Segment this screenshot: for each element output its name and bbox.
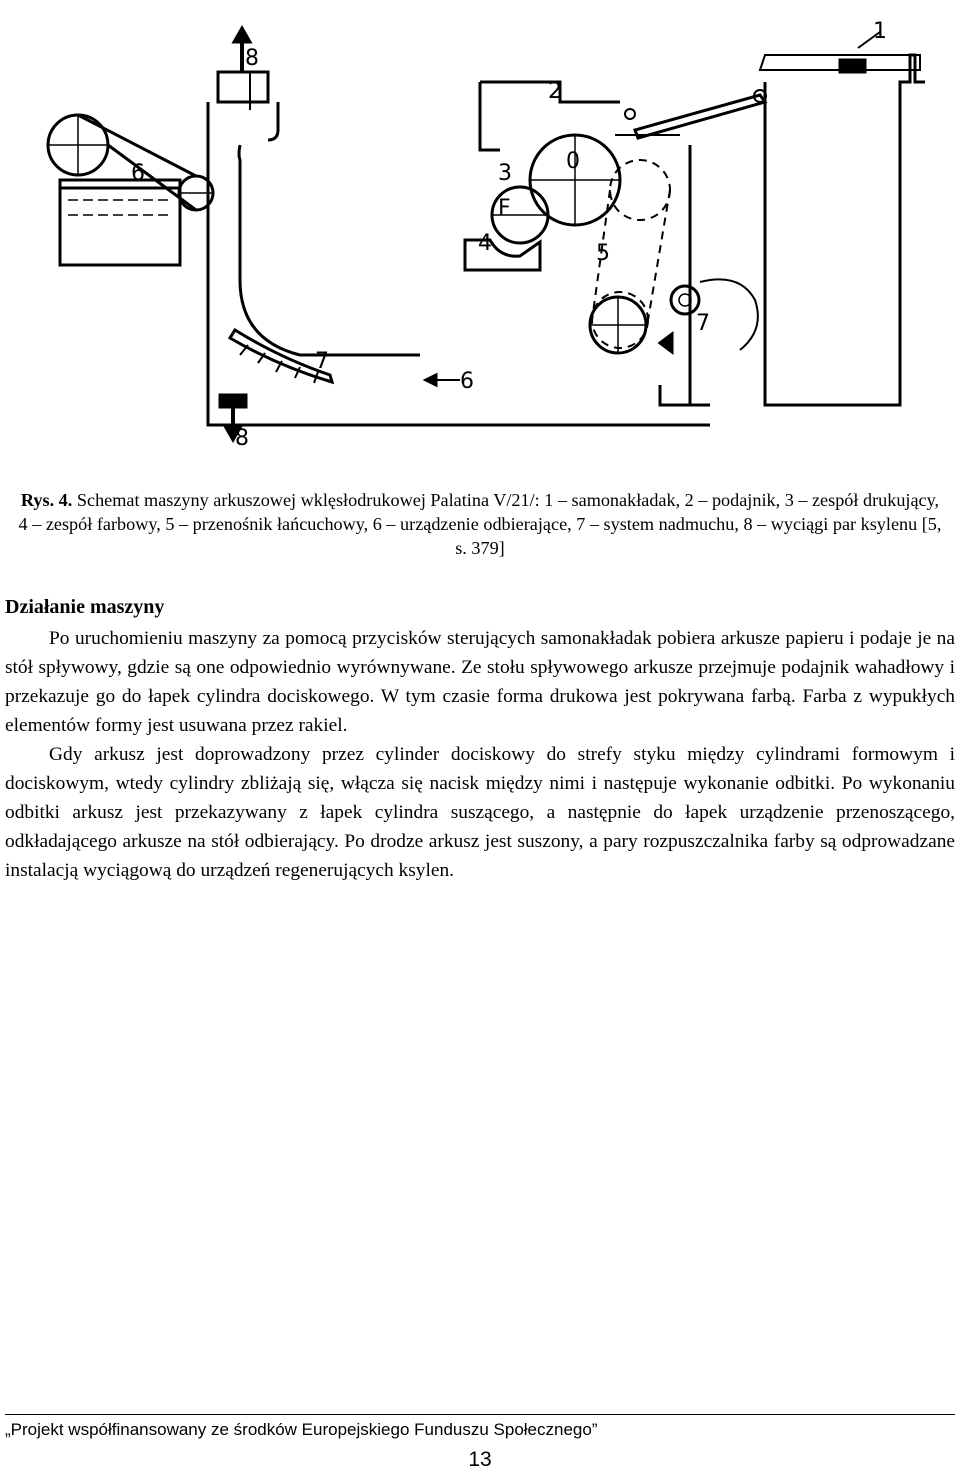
caption-prefix: Rys. 4. [20, 490, 73, 510]
feed-table [615, 90, 766, 138]
schematic-drawing [20, 10, 950, 460]
label-8-top: 8 [245, 46, 259, 71]
label-7-left: 7 [315, 349, 329, 374]
figure-caption [18, 488, 942, 560]
label-1-feeder: 1 [873, 19, 887, 44]
feeder [760, 32, 925, 405]
label-5-conveyor: 5 [596, 241, 610, 266]
label-2-feeder: 2 [548, 79, 562, 104]
drying-cylinder [590, 297, 646, 353]
caption-text: Schemat maszyny arkuszowej wklęsłodrukowej Palatina V/21/: 1 – samonakładak, 2 – podajnik, 3 – zespół drukujący, 4 – zespół farbowy, 5 – przenośnik łańcuchowy, 6 – urządzenie odbierające, 7 – system nadmuchu, 8 – wyciągi par ksylenu [5, s. 379] [18, 490, 942, 558]
section-title: Działanie maszyny [5, 596, 165, 618]
label-4-inking: 4 [478, 231, 492, 256]
page-number: 13 [468, 1448, 492, 1471]
delivery-direction-arrow [426, 375, 460, 385]
label-0-cylinder: 0 [566, 149, 580, 174]
body-text [5, 624, 955, 885]
label-3-printing-unit: 3 [498, 161, 512, 186]
footer-text: „Projekt współfinansowany ze środków Europejskiego Funduszu Społecznego” [5, 1420, 598, 1439]
footer-divider [5, 1414, 955, 1415]
paragraph-2: Gdy arkusz jest doprowadzony przez cylinder dociskowy do strefy styku między cylindrami formowym i dociskowym, wtedy cylindry zbliżają się, włącza się nacisk między nimi i następuje wykonanie odbitki. Po wykonaniu odbitki arkusz jest przekazywany z łapek cylindra suszącego, a następnie do łapek urządzenie przenoszącego, odkładającego arkusze na stół odbierający. Po drodze arkusz jest suszony, a pary rozpuszczalnika farby są odprowadzane instalacją wyciągową do urządzeń regenerujących ksylen. [5, 744, 955, 881]
paragraph-1: Po uruchomieniu maszyny za pomocą przycisków sterujących samonakładak pobiera arkusze papieru i podaje je na stół spływowy, gdzie są one odpowiednio wyrównywane. Ze stołu spływowego arkusze przejmuje podajnik wahadłowy i przekazuje go do łapek cylindra dociskowego. W tym czasie forma drukowa jest pokrywana farbą. Farba z wypukłych elementów formy jest usuwana przez rakiel. [5, 628, 955, 736]
label-8-bottom: 8 [235, 426, 249, 451]
machine-schematic-figure [20, 10, 950, 460]
inking-unit [465, 240, 540, 270]
delivery-unit [48, 115, 213, 265]
label-6-delivery: 6 [131, 161, 145, 186]
label-6-bottom: 6 [460, 369, 474, 394]
label-7-right: 7 [696, 311, 710, 336]
label-f-form: F [498, 196, 511, 221]
